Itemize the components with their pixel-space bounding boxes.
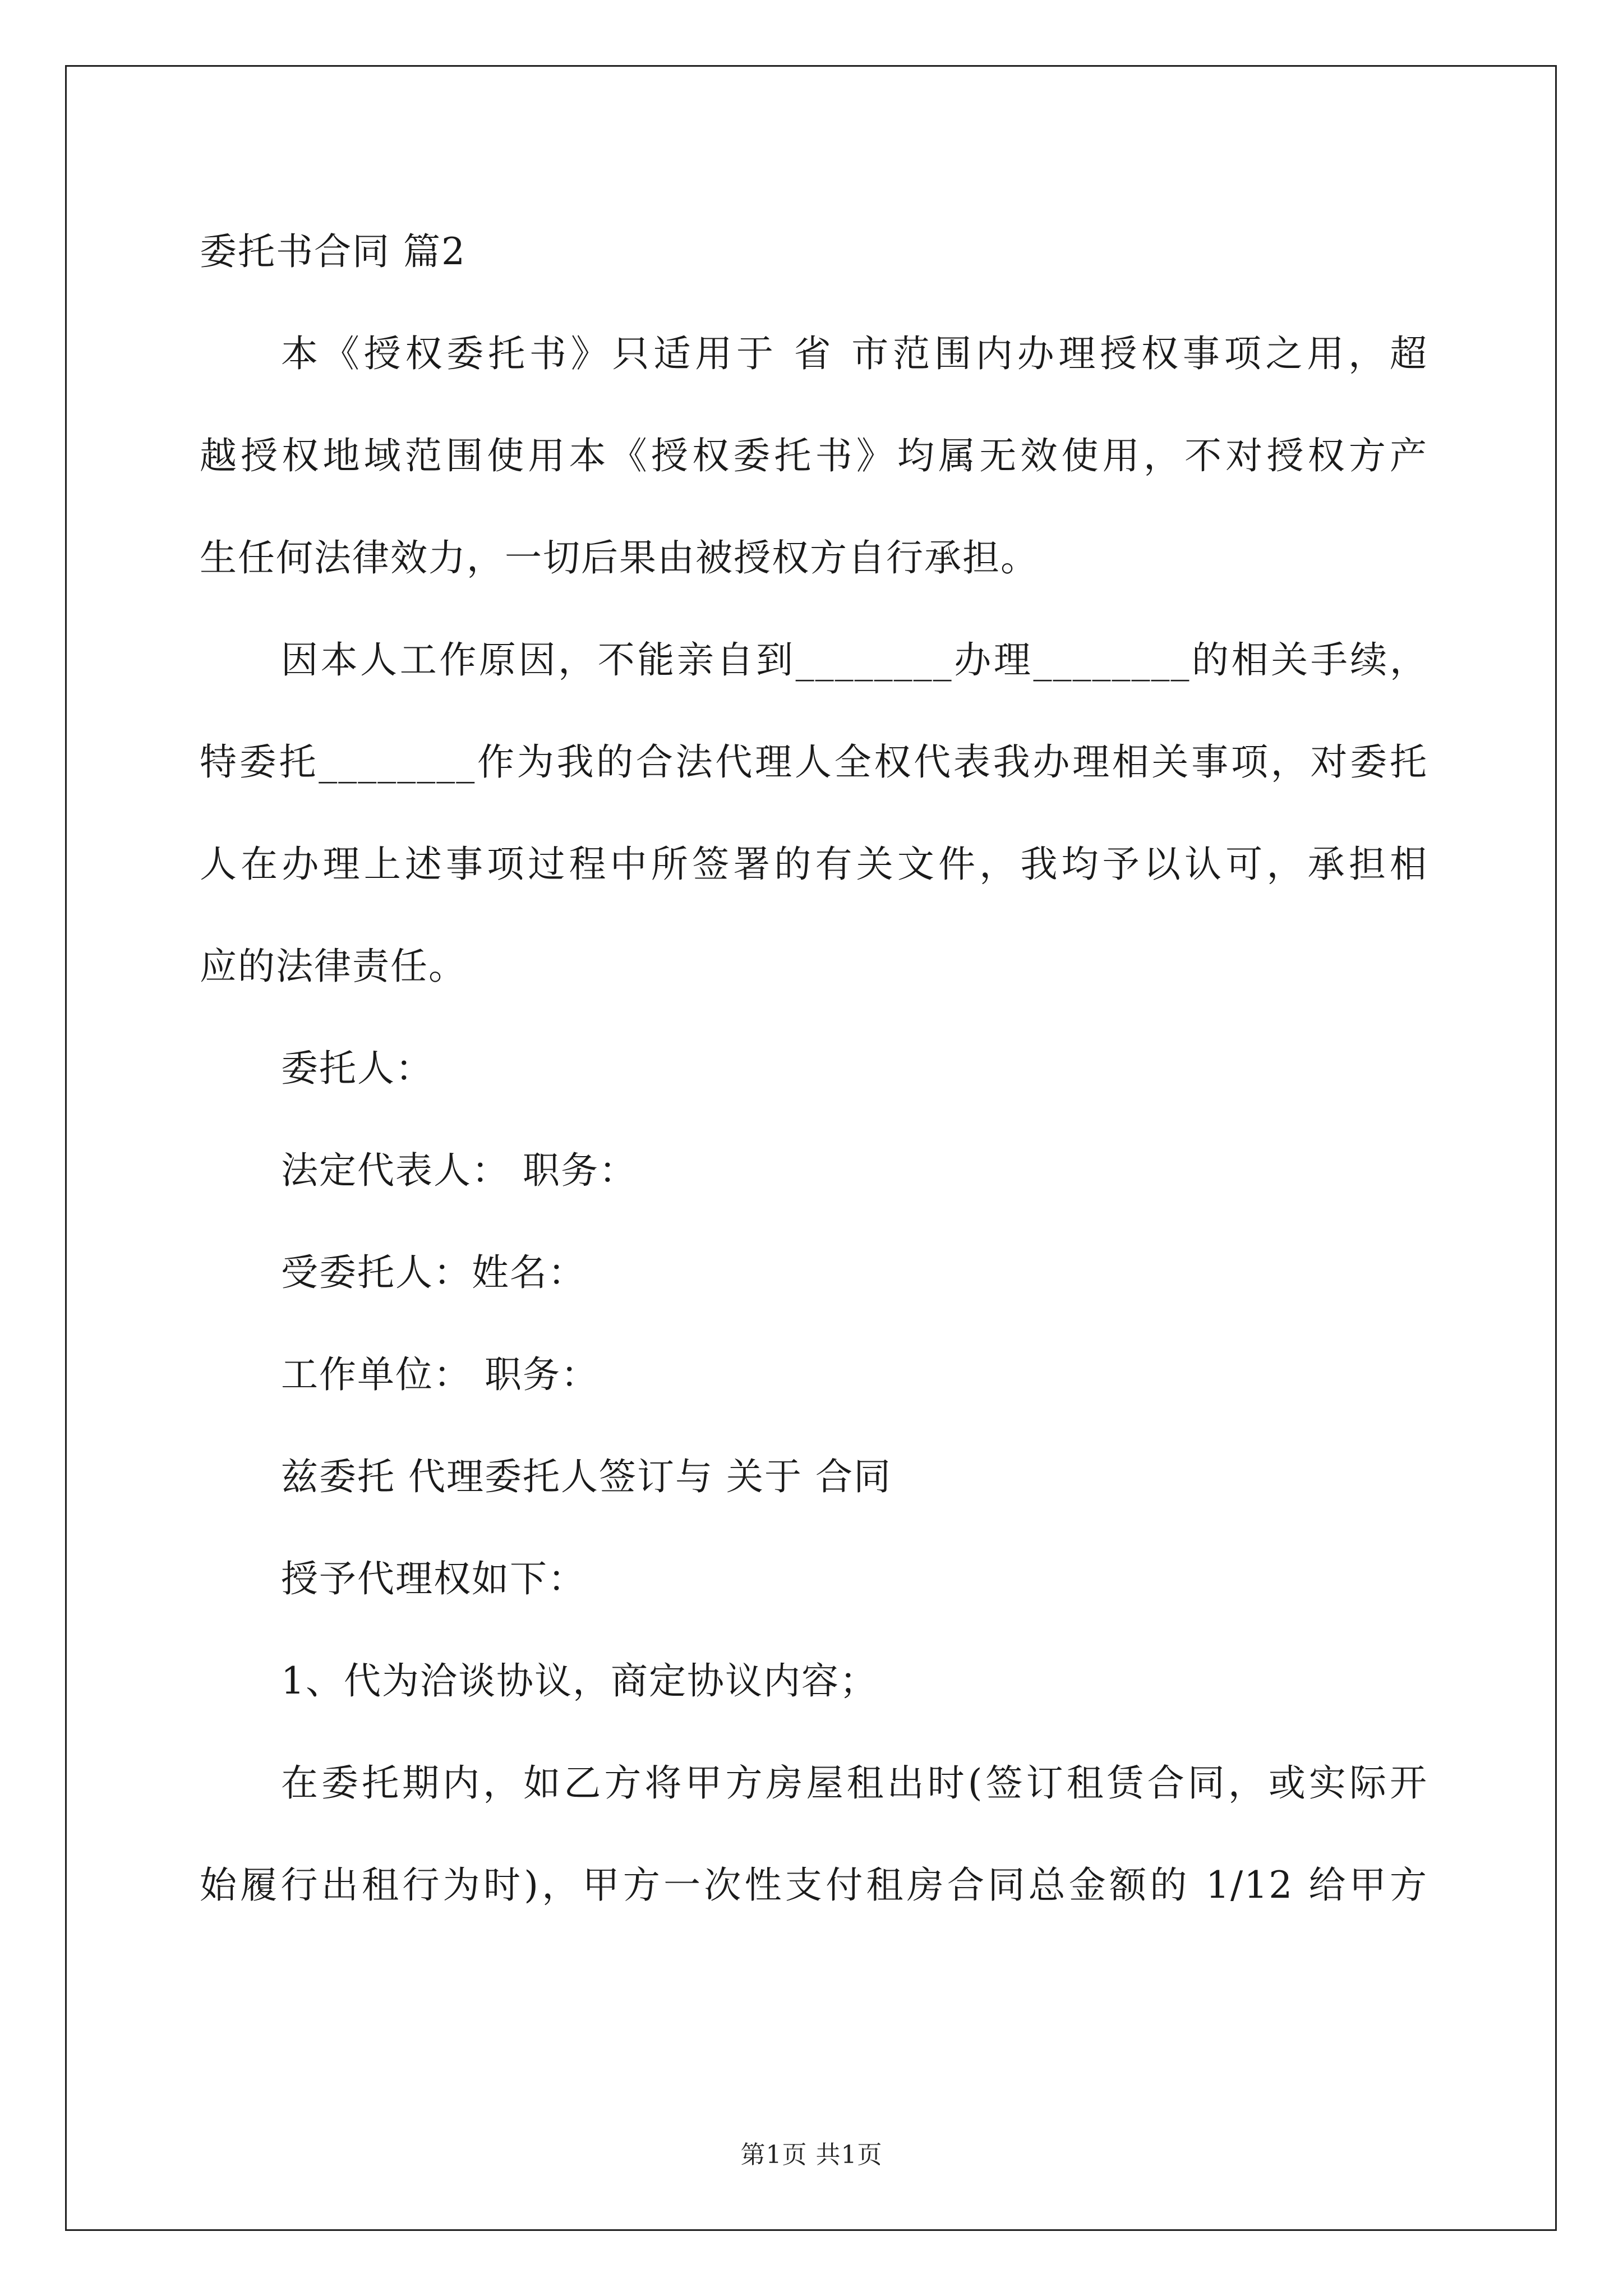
reason-paragraph-line-1: 因本人工作原因，不能亲自到________办理________的相关手续， — [281, 638, 1428, 682]
grant-authority-line: 授予代理权如下： — [281, 1557, 586, 1600]
scope-paragraph-line-2: 越授权地域范围使用本《授权委托书》均属无效使用，不对授权方产 — [200, 434, 1428, 477]
work-unit-label: 工作单位： 职务： — [281, 1353, 599, 1396]
scope-paragraph-line-1: 本《授权委托书》只适用于 省 市范围内办理授权事项之用，超 — [281, 332, 1428, 375]
reason-paragraph-line-3: 人在办理上述事项过程中所签署的有关文件，我均予以认可，承担相 — [200, 843, 1428, 886]
scope-paragraph-line-3: 生任何法律效力，一切后果由被授权方自行承担。 — [200, 536, 1039, 579]
legal-representative-label: 法定代表人： 职务： — [281, 1149, 637, 1192]
page-number-footer: 第1页 共1页 — [740, 2141, 883, 2169]
period-paragraph-line-1: 在委托期内，如乙方将甲方房屋租出时(签订租赁合同，或实际开 — [281, 1761, 1428, 1805]
period-paragraph-line-2: 始履行出租行为时)，甲方一次性支付租房合同总金额的 1/12 给甲方 — [200, 1864, 1428, 1907]
agent-name-label: 受委托人：姓名： — [281, 1251, 586, 1294]
reason-paragraph-line-2: 特委托________作为我的合法代理人全权代表我办理相关事项，对委托 — [200, 740, 1428, 784]
hereby-entrust-line: 兹委托 代理委托人签订与 关于 合同 — [281, 1455, 892, 1498]
reason-paragraph-line-4: 应的法律责任。 — [200, 945, 467, 988]
authority-item-1: 1、代为洽谈协议，商定协议内容； — [281, 1659, 878, 1703]
document-title: 委托书合同 篇2 — [200, 230, 466, 273]
principal-label: 委托人： — [281, 1047, 434, 1090]
